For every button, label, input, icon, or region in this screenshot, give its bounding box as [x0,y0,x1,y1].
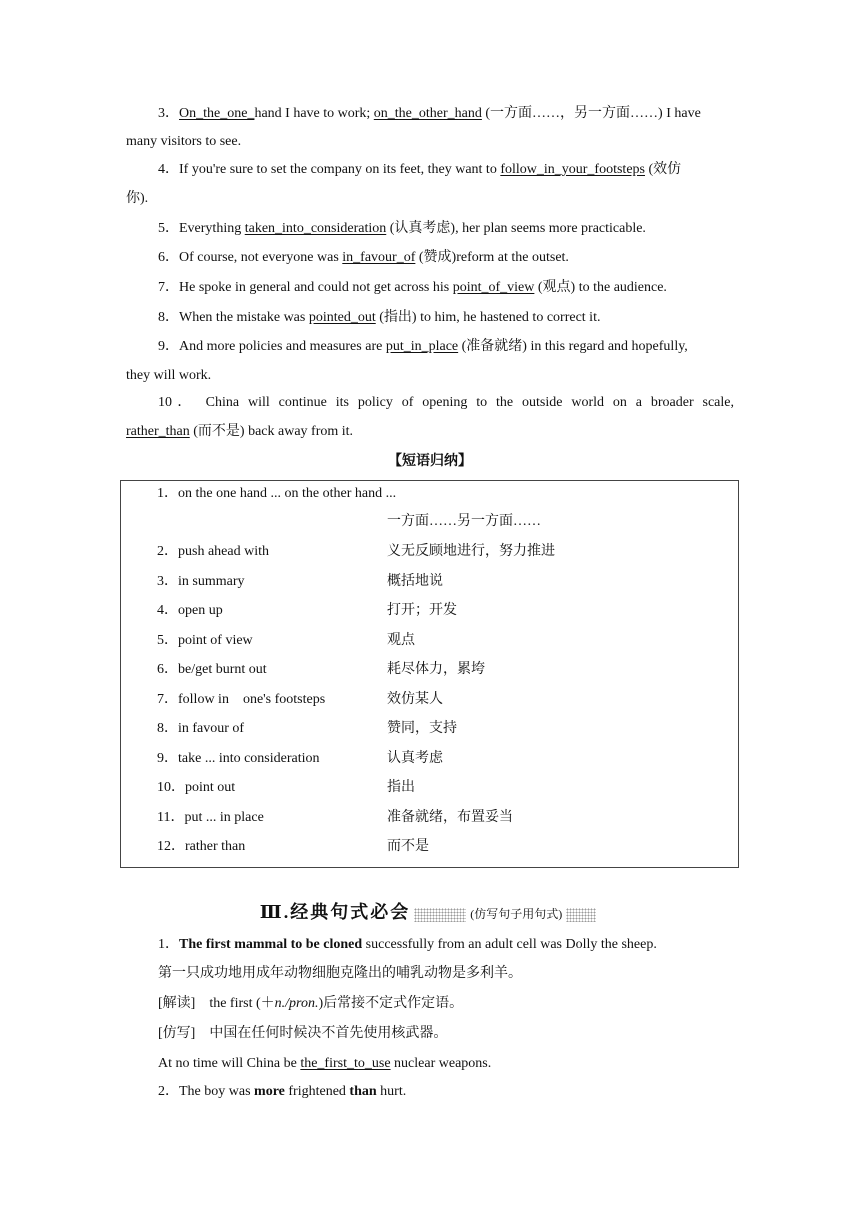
phrase-summary-table [120,480,739,868]
phrase-zh: 观点 [387,633,415,648]
phrase-en: 9．take ... into consideration [157,751,320,766]
list-item [121,512,740,532]
sentence-10: 10． China will continue its policy of opening to the outside world on a broader scale, [158,395,734,410]
sentence-8 [158,308,600,328]
pattern-1 [158,935,657,955]
phrase-en: 11．put ... in place [157,810,264,825]
list-item [121,484,740,504]
pattern-number: 1． [158,937,179,952]
phrase-en: 4．open up [157,603,223,618]
sentence-text: frightened [284,1084,350,1099]
list-item [121,631,740,651]
answer-blank: pointed_out [308,310,376,325]
phrase-zh: 义无反顾地进行，努力推进 [387,544,555,559]
sentence-6 [158,248,569,268]
sentence-text: (而不是) back away from it. [189,424,354,439]
key-phrase: more [254,1084,285,1099]
sentence-text: 5．Everything [158,221,245,236]
sentence-text: (效仿 [644,162,682,177]
section-title [0,899,860,928]
pattern-1-imitation [158,1024,447,1044]
sentence-text: 2．The boy was [158,1084,255,1099]
phrase-en: 3．in summary [157,574,245,589]
pattern-1-answer [158,1054,491,1074]
sentence-text: (赞成)reform at the outset. [415,250,569,265]
sentence-text: (指出) to him, he hastened to correct it. [375,310,601,325]
list-item [121,808,740,828]
phrase-en: 5．point of view [157,633,253,648]
phrase-en: 12．rather than [157,839,246,854]
explanation-italic: n./pron. [274,996,319,1011]
phrase-en: 7．follow in one's footsteps [157,692,326,707]
list-item [121,719,740,739]
summary-heading: 【短语归纳】 [388,454,472,469]
phrase-zh: 而不是 [387,839,429,854]
sentence-4 [158,160,681,180]
sentence-text: 8．When the mistake was [158,310,309,325]
sentence-text: (一方面……，另一方面……) I have [481,106,701,121]
dotted-decoration [566,908,596,922]
sentence-4-continuation: 你). [126,191,149,206]
pattern-2 [158,1082,406,1102]
phrase-zh: 一方面……另一方面…… [387,514,541,529]
sentence-text: successfully from an adult cell was Dolly the sheep. [362,937,657,952]
answer-blank: in_favour_of [342,250,416,265]
answer-blank: rather_than [126,424,190,439]
list-item [121,542,740,562]
imitation-text: 中国在任何时候决不首先使用核武器。 [195,1026,448,1041]
section-title-text: Ⅲ.经典句式必会 [259,902,411,922]
key-phrase: than [349,1084,377,1099]
sentence-text: 7．He spoke in general and could not get across his [158,280,453,295]
answer-blank: taken_into_consideration [244,221,387,236]
answer-blank: on_the_other_hand [373,106,482,121]
sentence-text: (准备就绪) in this regard and hopefully, [458,339,688,354]
phrase-en: 1．on the one hand ... on the other hand ... [157,486,397,501]
phrase-zh: 赞同，支持 [387,721,457,736]
phrase-zh: 准备就绪，布置妥当 [387,810,513,825]
imitation-tag: [仿写] [158,1026,196,1041]
list-item [121,837,740,857]
sentence-9 [158,337,688,357]
phrase-zh: 效仿某人 [387,692,443,707]
list-item [121,572,740,592]
sentence-3-continuation: many visitors to see. [126,134,242,149]
sentence-number: 3． [158,106,179,121]
sentence-text: (观点) to the audience. [534,280,667,295]
sentence-9-continuation: they will work. [126,368,212,383]
section-subtitle: (仿写句子用句式) [470,907,563,921]
sentence-text: At no time will China be [158,1056,301,1071]
sentence-text: 4．If you're sure to set the company on its feet, they want to [158,162,501,177]
sentence-10-continuation [126,422,353,442]
phrase-zh: 概括地说 [387,574,443,589]
pattern-1-explanation [158,994,463,1014]
phrase-zh: 指出 [387,780,415,795]
key-phrase: The first mammal to be cloned [179,937,363,952]
phrase-en: 2．push ahead with [157,544,269,559]
explanation-text: )后常接不定式作定语。 [318,996,464,1011]
phrase-en: 6．be/get burnt out [157,662,267,677]
sentence-text: nuclear weapons. [390,1056,492,1071]
answer-blank: the_first_to_use [300,1056,391,1071]
explanation-text: the first (＋ [195,996,275,1011]
list-item [121,660,740,680]
sentence-text: hurt. [376,1084,407,1099]
sentence-7 [158,278,667,298]
sentence-text: 6．Of course, not everyone was [158,250,343,265]
phrase-zh: 耗尽体力，累垮 [387,662,485,677]
phrase-zh: 认真考虑 [387,751,443,766]
answer-blank: On_the_one_ [179,106,255,121]
phrase-en: 8．in favour of [157,721,245,736]
pattern-1-translation: 第一只成功地用成年动物细胞克隆出的哺乳动物是多利羊。 [158,966,522,981]
answer-blank: follow_in_your_footsteps [500,162,645,177]
sentence-text: 9．And more policies and measures are [158,339,386,354]
sentence-5 [158,219,646,239]
answer-blank: point_of_view [452,280,535,295]
list-item [121,778,740,798]
dotted-decoration [414,908,466,922]
explanation-tag: [解读] [158,996,196,1011]
list-item [121,690,740,710]
phrase-en: 10．point out [157,780,236,795]
list-item [121,601,740,621]
sentence-3 [158,104,701,124]
list-item [121,749,740,769]
answer-blank: put_in_place [385,339,459,354]
phrase-zh: 打开；开发 [387,603,457,618]
sentence-text: hand I have to work; [254,106,374,121]
sentence-text: (认真考虑), her plan seems more practicable. [386,221,646,236]
